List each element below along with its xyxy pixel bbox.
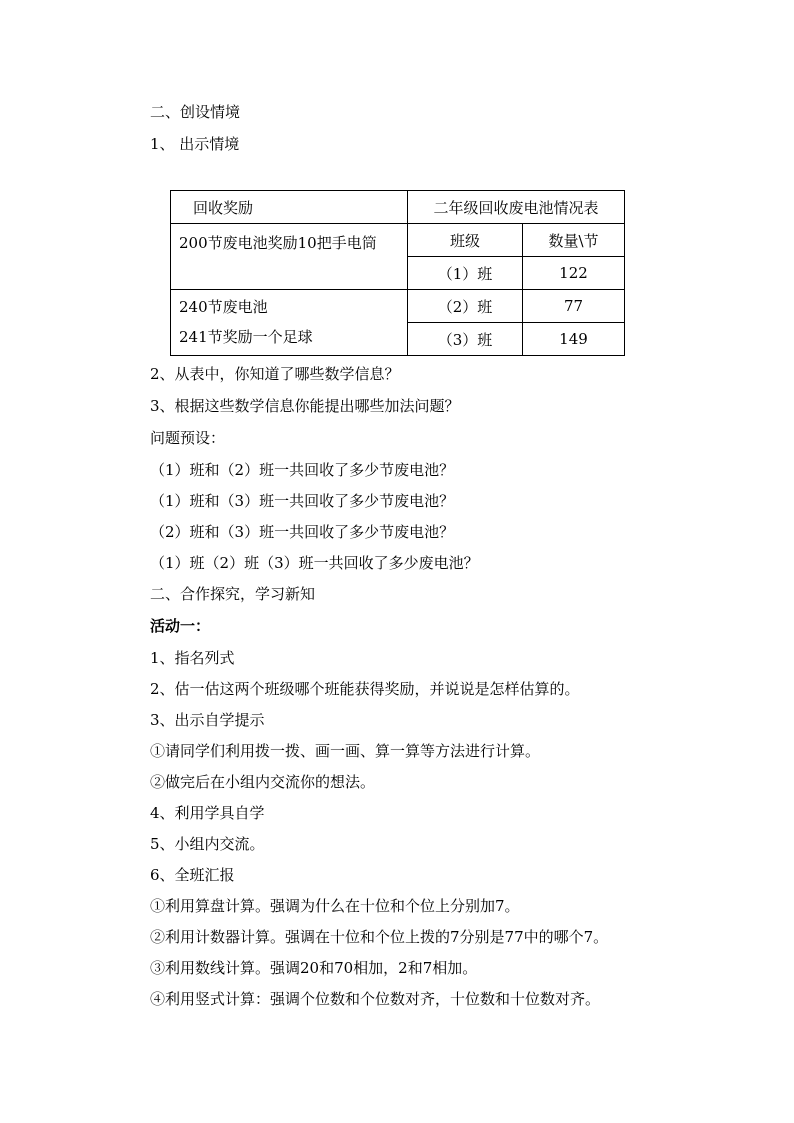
class-3-cell: （3）班 — [408, 323, 523, 356]
reward-header: 回收奖励 — [171, 191, 408, 224]
preset-question-3: （2）班和（3）班一共回收了多少节废电池？ — [150, 523, 455, 541]
step-1: 1、指名列式 — [150, 649, 235, 667]
recycle-table-title: 二年级回收废电池情况表 — [408, 191, 625, 224]
preset-question-2: （1）班和（3）班一共回收了多少节废电池？ — [150, 492, 455, 510]
reward-football-line1: 240节废电池 — [179, 298, 268, 316]
reward-football — [171, 290, 408, 356]
step-4: 4、利用学具自学 — [150, 804, 265, 822]
section-heading-explore: 二、合作探究，学习新知 — [150, 585, 316, 603]
reward-football-line2: 241节奖励一个足球 — [179, 328, 313, 346]
preset-question-1: （1）班和（2）班一共回收了多少节废电池？ — [150, 461, 455, 479]
qty-2-cell: 77 — [523, 290, 625, 323]
hint-1: ①请同学们利用拨一拨、画一画、算一算等方法进行计算。 — [150, 742, 541, 760]
class-1-cell: （1）班 — [408, 257, 523, 290]
step-5: 5、小组内交流。 — [150, 835, 265, 853]
step-3: 3、出示自学提示 — [150, 711, 265, 729]
report-1: ①利用算盘计算。强调为什么在十位和个位上分别加7。 — [150, 897, 520, 915]
header-class: 班级 — [408, 224, 523, 257]
class-2-cell: （2）班 — [408, 290, 523, 323]
activity-one-heading: 活动一： — [150, 617, 211, 635]
qty-3-cell: 149 — [523, 323, 625, 356]
section-heading-situation: 二、创设情境 — [150, 103, 241, 121]
question-math-info: 2、从表中，你知道了哪些数学信息？ — [150, 365, 400, 383]
qty-1-cell: 122 — [523, 257, 625, 290]
step-6: 6、全班汇报 — [150, 866, 235, 884]
reward-flashlight: 200节废电池奖励10把手电筒 — [171, 224, 408, 290]
hint-2: ②做完后在小组内交流你的想法。 — [150, 773, 376, 791]
step-show-situation: 1、 出示情境 — [150, 135, 240, 153]
report-3: ③利用数线计算。强调20和70相加，2和7相加。 — [150, 959, 478, 977]
preset-question-4: （1）班（2）班（3）班一共回收了多少废电池？ — [150, 554, 479, 572]
question-addition: 3、根据这些数学信息你能提出哪些加法问题？ — [150, 397, 460, 415]
step-2: 2、估一估这两个班级哪个班能获得奖励，并说说是怎样估算的。 — [150, 680, 580, 698]
report-2: ②利用计数器计算。强调在十位和个位上拨的7分别是77中的哪个7。 — [150, 928, 609, 946]
preset-label: 问题预设： — [150, 429, 226, 447]
report-4: ④利用竖式计算：强调个位数和个位数对齐，十位数和十位数对齐。 — [150, 990, 601, 1008]
header-quantity: 数量\节 — [523, 224, 625, 257]
battery-info-table — [170, 190, 625, 356]
